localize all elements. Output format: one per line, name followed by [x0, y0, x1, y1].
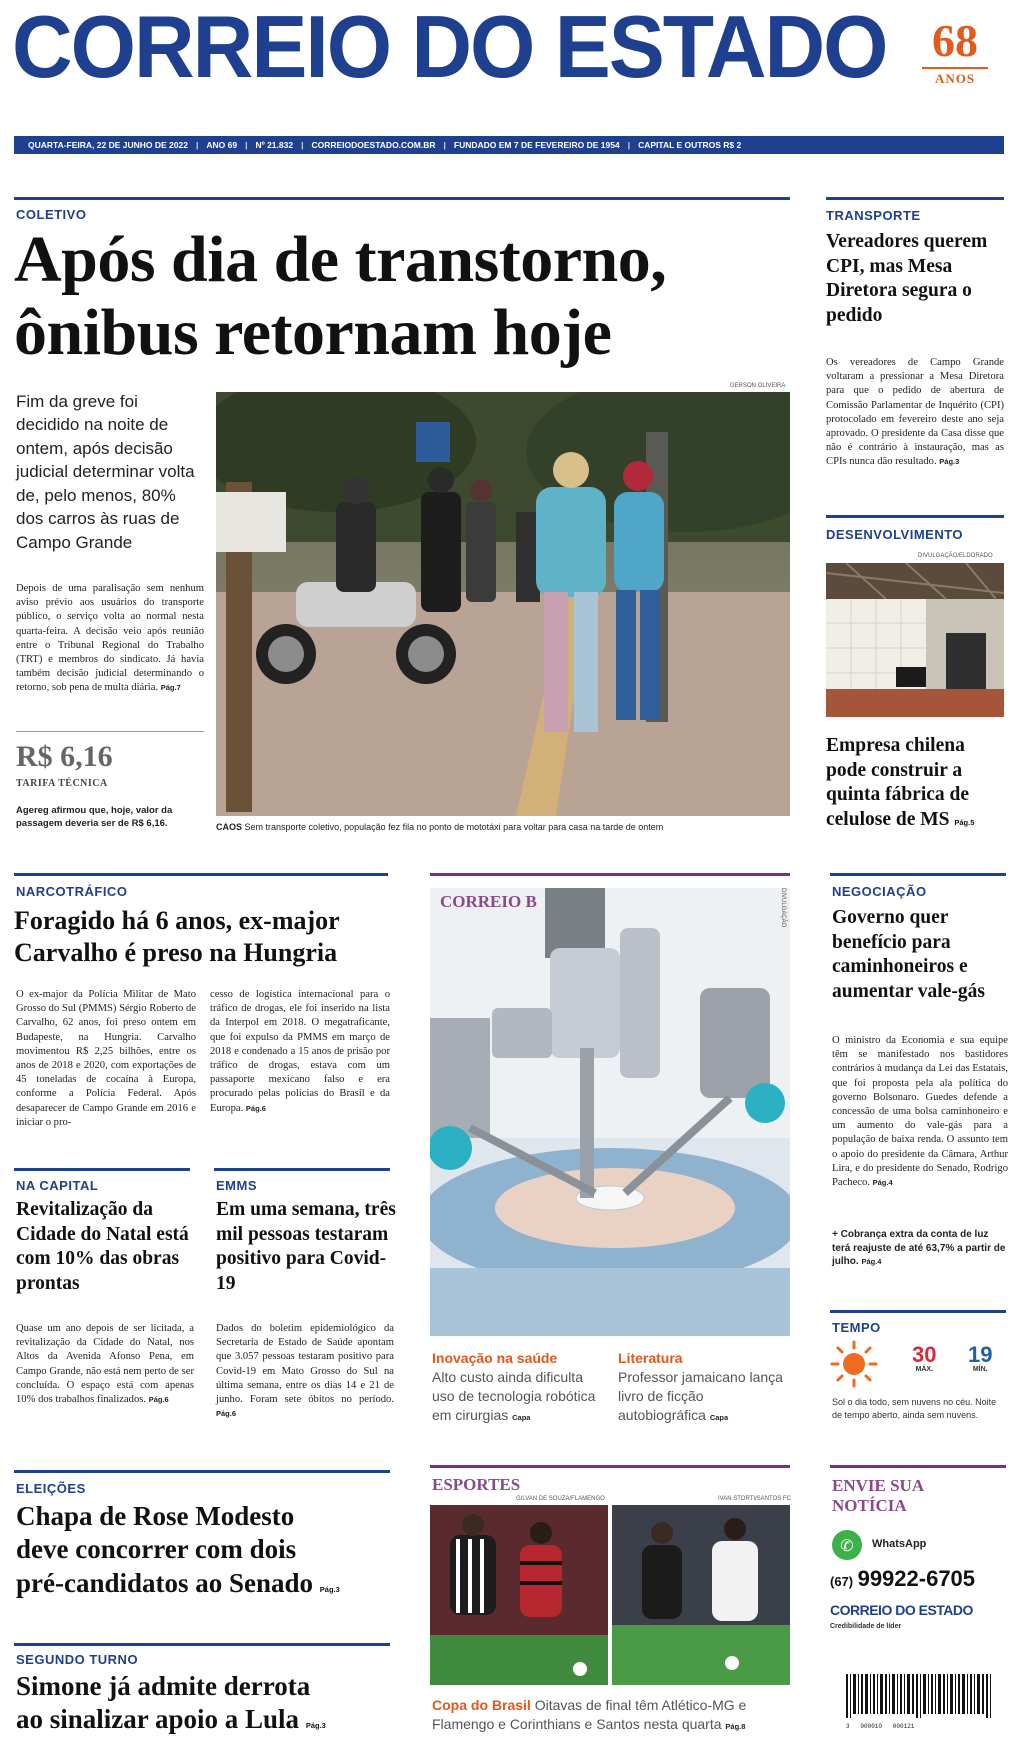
- site-link[interactable]: CORREIODOESTADO.COM.BR: [311, 140, 436, 150]
- correio-b-credit: DIVULGAÇÃO: [780, 888, 786, 928]
- eleicoes-headline-line1: Chapa de Rose Modesto: [16, 1501, 295, 1531]
- desenvolvimento-kicker: DESENVOLVIMENTO: [826, 527, 964, 542]
- tempo-kicker: TEMPO: [832, 1320, 881, 1335]
- eleicoes-page-ref[interactable]: Pág.3: [319, 1584, 340, 1594]
- correio-b-item1-summary: Alto custo ainda dificulta uso de tecnologia robótica em cirurgias: [432, 1369, 596, 1423]
- correio-b-label[interactable]: CORREIO B: [440, 892, 537, 911]
- narcotrafico-headline[interactable]: [14, 905, 394, 969]
- negociacao-headline[interactable]: Governo quer benefício para caminhoneiros e aumentar vale-gás: [832, 907, 985, 1002]
- narcotrafico-kicker: NARCOTRÁFICO: [16, 884, 128, 899]
- correio-b-item2-summary: Professor jamaicano lança livro de ficção autobiográfica: [618, 1369, 783, 1423]
- date-bar: QUARTA-FEIRA, 22 DE JUNHO DE 2022 | ANO 69 | Nº 21.832 | CORREIODOESTADO.COM.BR | FUNDADO EM 7 DE FEVEREIRO DE 1954 | CAPITAL E OUTROS R$ 2: [14, 136, 1004, 154]
- correio-b-item2[interactable]: [618, 1350, 790, 1425]
- transporte-headline[interactable]: Vereadores querem CPI, mas Mesa Diretora segura o pedido: [826, 231, 988, 326]
- founded-date: FUNDADO EM 7 DE FEVEREIRO DE 1954: [453, 140, 620, 150]
- lead-deck: Fim da greve foi decidido na noite de ontem, após decisão judicial determinar volta de, pelo menos, 80% dos carros às ruas de Campo Grande: [16, 392, 195, 552]
- correio-b-item1-kicker: Inovação na saúde: [432, 1350, 558, 1366]
- esportes-item[interactable]: [432, 1696, 802, 1734]
- issue-date: QUARTA-FEIRA, 22 DE JUNHO DE 2022: [28, 140, 188, 150]
- desenvolvimento-photo[interactable]: [826, 563, 1004, 717]
- contact-phone-prefix: (67): [830, 1574, 854, 1589]
- emms-body-text: Dados do boletim epidemiológico da Secretaria de Estado de Saúde apontam que 3.057 pessoas testaram positivo para Covid-19 em Mato Grosso do Sul na última semana, entre os dias 14 e 21 de junho. Foram sete óbitos no período.: [216, 1323, 394, 1405]
- segundo-turno-rule: [14, 1643, 390, 1646]
- capital-body: [16, 1322, 194, 1407]
- desenvolvimento-credit: DIVULGAÇÃO/ELDORADO: [918, 553, 993, 559]
- transporte-kicker: TRANSPORTE: [826, 208, 921, 223]
- esportes-photo1[interactable]: [430, 1505, 608, 1685]
- segundo-turno-page-ref[interactable]: Pág.3: [305, 1720, 326, 1730]
- desenvolvimento-page-ref[interactable]: Pág.5: [954, 817, 975, 827]
- desenvolvimento-headline[interactable]: [826, 734, 1004, 832]
- narcotrafico-headline-line2: Carvalho é preso na Hungria: [14, 938, 338, 968]
- eleicoes-kicker: ELEIÇÕES: [16, 1481, 86, 1496]
- fare-rule: [16, 731, 204, 732]
- narcotrafico-col2: [210, 988, 390, 1116]
- lead-photo-image: [216, 392, 790, 816]
- temp-min: [968, 1344, 992, 1373]
- fare-value: R$ 6,16: [16, 740, 113, 773]
- contact-brand: CORREIO DO ESTADO: [830, 1602, 973, 1618]
- contact-title: [832, 1476, 924, 1517]
- issue-year: ANO 69: [206, 140, 238, 150]
- lead-rule: [14, 197, 790, 200]
- eleicoes-rule: [14, 1470, 390, 1473]
- temp-max-value: 30: [912, 1342, 937, 1367]
- narcotrafico-col1: O ex-major da Polícia Militar de Mato Grosso do Sul (PMMS) Sérgio Roberto de Carvalho, 62 anos, foi preso ontem em Budapeste, na Hungria. Carvalho movimentou R$ 2,25 bilhões, entre os anos de 2018 e 2020, com exportações de 45 toneladas de cocaína à Europa, conforme a Polícia Federal. Após desaparecer de Campo Grande em 2016 e iniciar o pro-: [16, 989, 196, 1128]
- esportes-kicker: Copa do Brasil: [432, 1697, 531, 1713]
- correio-b-item2-text: [618, 1368, 790, 1425]
- esportes-rule: [430, 1465, 790, 1468]
- emms-headline[interactable]: Em uma semana, três mil pessoas testaram positivo para Covid-19: [216, 1199, 396, 1294]
- narcotrafico-col2-text: cesso de logística internacional para o tráfico de drogas, ele foi inserido na lista da Interpol em 2018. O megatraficante, que foi expulso da PMMS em março de 2018 e condenado a 15 anos de prisão por tráfico de drogas, estava com um passaporte mexicano falso e era procurado pelas polícias do Brasil e da Europa.: [210, 989, 390, 1114]
- factory-photo-image: [826, 563, 1004, 717]
- soccer-photo2-image: [612, 1505, 790, 1685]
- correio-b-rule: [430, 873, 790, 876]
- lead-body-text: Depois de uma paralisação sem nenhum aviso prévio aos usuários do transporte público, o serviço volta ao normal nesta quarta-feira. A decisão veio após reunião entre o Tribunal Regional do Trabalho (TRT) e membros do sindicato. Já havia também decisão judicial determinando o retorno, sob pena de multa diária.: [16, 583, 204, 694]
- capital-headline[interactable]: Revitalização da Cidade do Natal está com 10% das obras prontas: [16, 1199, 189, 1294]
- negociacao-body-text: O ministro da Economia e sua equipe têm se manifestado nos bastidores contrários à mudança da Lei das Estatais, que foi proposta pela ala política do governo Bolsonaro. Guedes defende a concessão de uma bolsa caminhoneiro e um aumento do vale-gás para a população de baixa renda. O assunto tem o apoio do presidente da Câmara, Arthur Lira, e do presidente do Senado, Rodrigo Pacheco.: [832, 1035, 1008, 1188]
- negociacao-rule: [830, 873, 1006, 876]
- sun-icon: [830, 1340, 878, 1388]
- correio-b-item1[interactable]: [432, 1350, 604, 1425]
- lead-kicker: COLETIVO: [16, 207, 87, 222]
- eleicoes-headline[interactable]: [16, 1500, 406, 1600]
- esportes-label[interactable]: ESPORTES: [432, 1475, 521, 1494]
- desenvolvimento-headline-text: Empresa chilena pode construir a quinta fábrica de celulose de MS: [826, 735, 970, 830]
- contact-phone-number: 99922-6705: [857, 1566, 976, 1591]
- barcode-number: 3 000010 000121: [846, 1723, 915, 1730]
- narcotrafico-headline-line1: Foragido há 6 anos, ex-major: [14, 906, 340, 935]
- negociacao-note-page-ref[interactable]: Pág.4: [861, 1257, 882, 1266]
- barcode: [846, 1674, 996, 1728]
- emms-page-ref[interactable]: Pág.6: [216, 1409, 237, 1419]
- lead-headline-line2: ônibus retornam hoje: [14, 295, 612, 369]
- temp-max: [912, 1344, 936, 1373]
- lead-body: [16, 582, 204, 696]
- anniversary-badge: [900, 15, 1010, 87]
- fare-note: Agereg afirmou que, hoje, valor da passagem deveria ser de R$ 6,16.: [16, 805, 173, 830]
- narcotrafico-page-ref[interactable]: Pág.6: [245, 1103, 266, 1113]
- contact-title-line1: ENVIE SUA: [832, 1476, 925, 1495]
- lead-page-ref[interactable]: Pág.7: [160, 683, 181, 693]
- correio-b-photo[interactable]: [430, 888, 790, 1336]
- negociacao-note-text: + Cobrança extra da conta de luz terá reajuste de até 63,7% a partir de julho.: [832, 1229, 1006, 1267]
- temp-min-label: MÍN.: [972, 1366, 988, 1373]
- emms-rule: [214, 1168, 390, 1171]
- issue-price: CAPITAL E OUTROS R$ 2: [638, 140, 742, 150]
- contact-rule: [830, 1465, 1006, 1468]
- fare-label: TARIFA TÉCNICA: [16, 778, 108, 789]
- segundo-turno-headline-line2-text: ao sinalizar apoio a Lula: [16, 1703, 300, 1734]
- esportes-page-ref[interactable]: Pág.8: [725, 1721, 746, 1731]
- lead-photo[interactable]: [216, 392, 790, 816]
- whatsapp-icon[interactable]: ✆: [832, 1530, 862, 1560]
- lead-headline[interactable]: [14, 224, 794, 369]
- correio-b-item2-page-ref[interactable]: Capa: [709, 1412, 729, 1422]
- correio-b-item2-kicker: Literatura: [618, 1350, 683, 1366]
- emms-kicker: EMMS: [216, 1178, 257, 1193]
- surgical-robot-image: [430, 888, 790, 1336]
- soccer-photo1-image: [430, 1505, 608, 1685]
- capital-page-ref[interactable]: Pág.6: [148, 1394, 169, 1404]
- narcotrafico-rule: [14, 873, 388, 876]
- capital-body-text: Quase um ano depois de ser licitada, a revitalização da Cidade do Natal, nos Altos da Avenida Afonso Pena, em Campo Grande, não está nem perto de ser concluída. O espaço está com apenas 10% dos trabalhos finalizados.: [16, 1323, 194, 1405]
- emms-body: [216, 1322, 394, 1421]
- lead-headline-line1: Após dia de transtorno,: [14, 223, 667, 296]
- transporte-body: [826, 356, 1004, 470]
- eleicoes-headline-line3: [16, 1567, 406, 1600]
- anniversary-label: ANOS: [934, 71, 976, 86]
- capital-kicker: NA CAPITAL: [16, 1178, 99, 1193]
- contact-phone[interactable]: [830, 1566, 975, 1592]
- contact-title-line2: NOTÍCIA: [832, 1496, 907, 1516]
- segundo-turno-headline-line1: Simone já admite derrota: [16, 1671, 311, 1701]
- anniversary-rule: [922, 67, 988, 69]
- negociacao-body: [832, 1034, 1008, 1190]
- temp-min-value: 19: [968, 1342, 993, 1367]
- transporte-rule: [826, 197, 1004, 200]
- eleicoes-headline-line2: deve concorrer com dois: [16, 1534, 297, 1565]
- eleicoes-headline-line3-text: pré-candidatos ao Senado: [16, 1567, 314, 1598]
- desenvolvimento-rule: [826, 515, 1004, 518]
- tempo-rule: [830, 1310, 1006, 1313]
- correio-b-item1-text: [432, 1368, 604, 1425]
- transporte-page-ref[interactable]: Pág.3: [939, 457, 960, 467]
- issue-number: Nº 21.832: [255, 140, 294, 150]
- negociacao-note[interactable]: [832, 1228, 1008, 1269]
- lead-photo-credit: GERSON OLIVEIRA: [730, 383, 786, 389]
- esportes-credit2: IVAN STORTI/SANTOS FC: [718, 1496, 791, 1502]
- esportes-credit1: GILVAN DE SOUZA/FLAMENGO: [516, 1496, 605, 1502]
- negociacao-kicker: NEGOCIAÇÃO: [832, 884, 927, 899]
- contact-slogan: Credibilidade de líder: [830, 1623, 902, 1630]
- segundo-turno-headline-line2: [16, 1703, 406, 1736]
- negociacao-page-ref[interactable]: Pág.4: [872, 1177, 893, 1187]
- lead-caption: [216, 822, 790, 832]
- anniversary-number: 68: [932, 15, 978, 66]
- masthead-title: CORREIO DO ESTADO: [12, 0, 887, 96]
- transporte-body-text: Os vereadores de Campo Grande voltaram a pressionar a Mesa Diretora para que o pedido de abertura de Comissão Parlamentar de Inquérito (CPI) protocolado em fevereiro deste ano seja aprovado. O presidente da Casa disse que não é contrário à instauração, mas as CPIs nunca dão resultado.: [826, 357, 1004, 468]
- segundo-turno-kicker: SEGUNDO TURNO: [16, 1652, 139, 1667]
- correio-b-item1-page-ref[interactable]: Capa: [512, 1412, 531, 1422]
- esportes-text: Oitavas de final têm Atlético-MG e Flamengo e Corinthians e Santos nesta quarta: [432, 1697, 747, 1732]
- lead-caption-text: Sem transporte coletivo, população fez fila no ponto de mototáxi para voltar para casa na tarde de ontem: [244, 822, 664, 832]
- lead-caption-label: CAOS: [216, 822, 243, 832]
- capital-rule: [14, 1168, 190, 1171]
- whatsapp-label: WhatsApp: [872, 1538, 927, 1550]
- temp-max-label: MÁX.: [915, 1366, 933, 1373]
- tempo-text: Sol o dia todo, sem nuvens no céu. Noite de tempo aberto, ainda sem nuvens.: [832, 1397, 997, 1420]
- segundo-turno-headline[interactable]: [16, 1670, 406, 1736]
- esportes-photo2[interactable]: [612, 1505, 790, 1685]
